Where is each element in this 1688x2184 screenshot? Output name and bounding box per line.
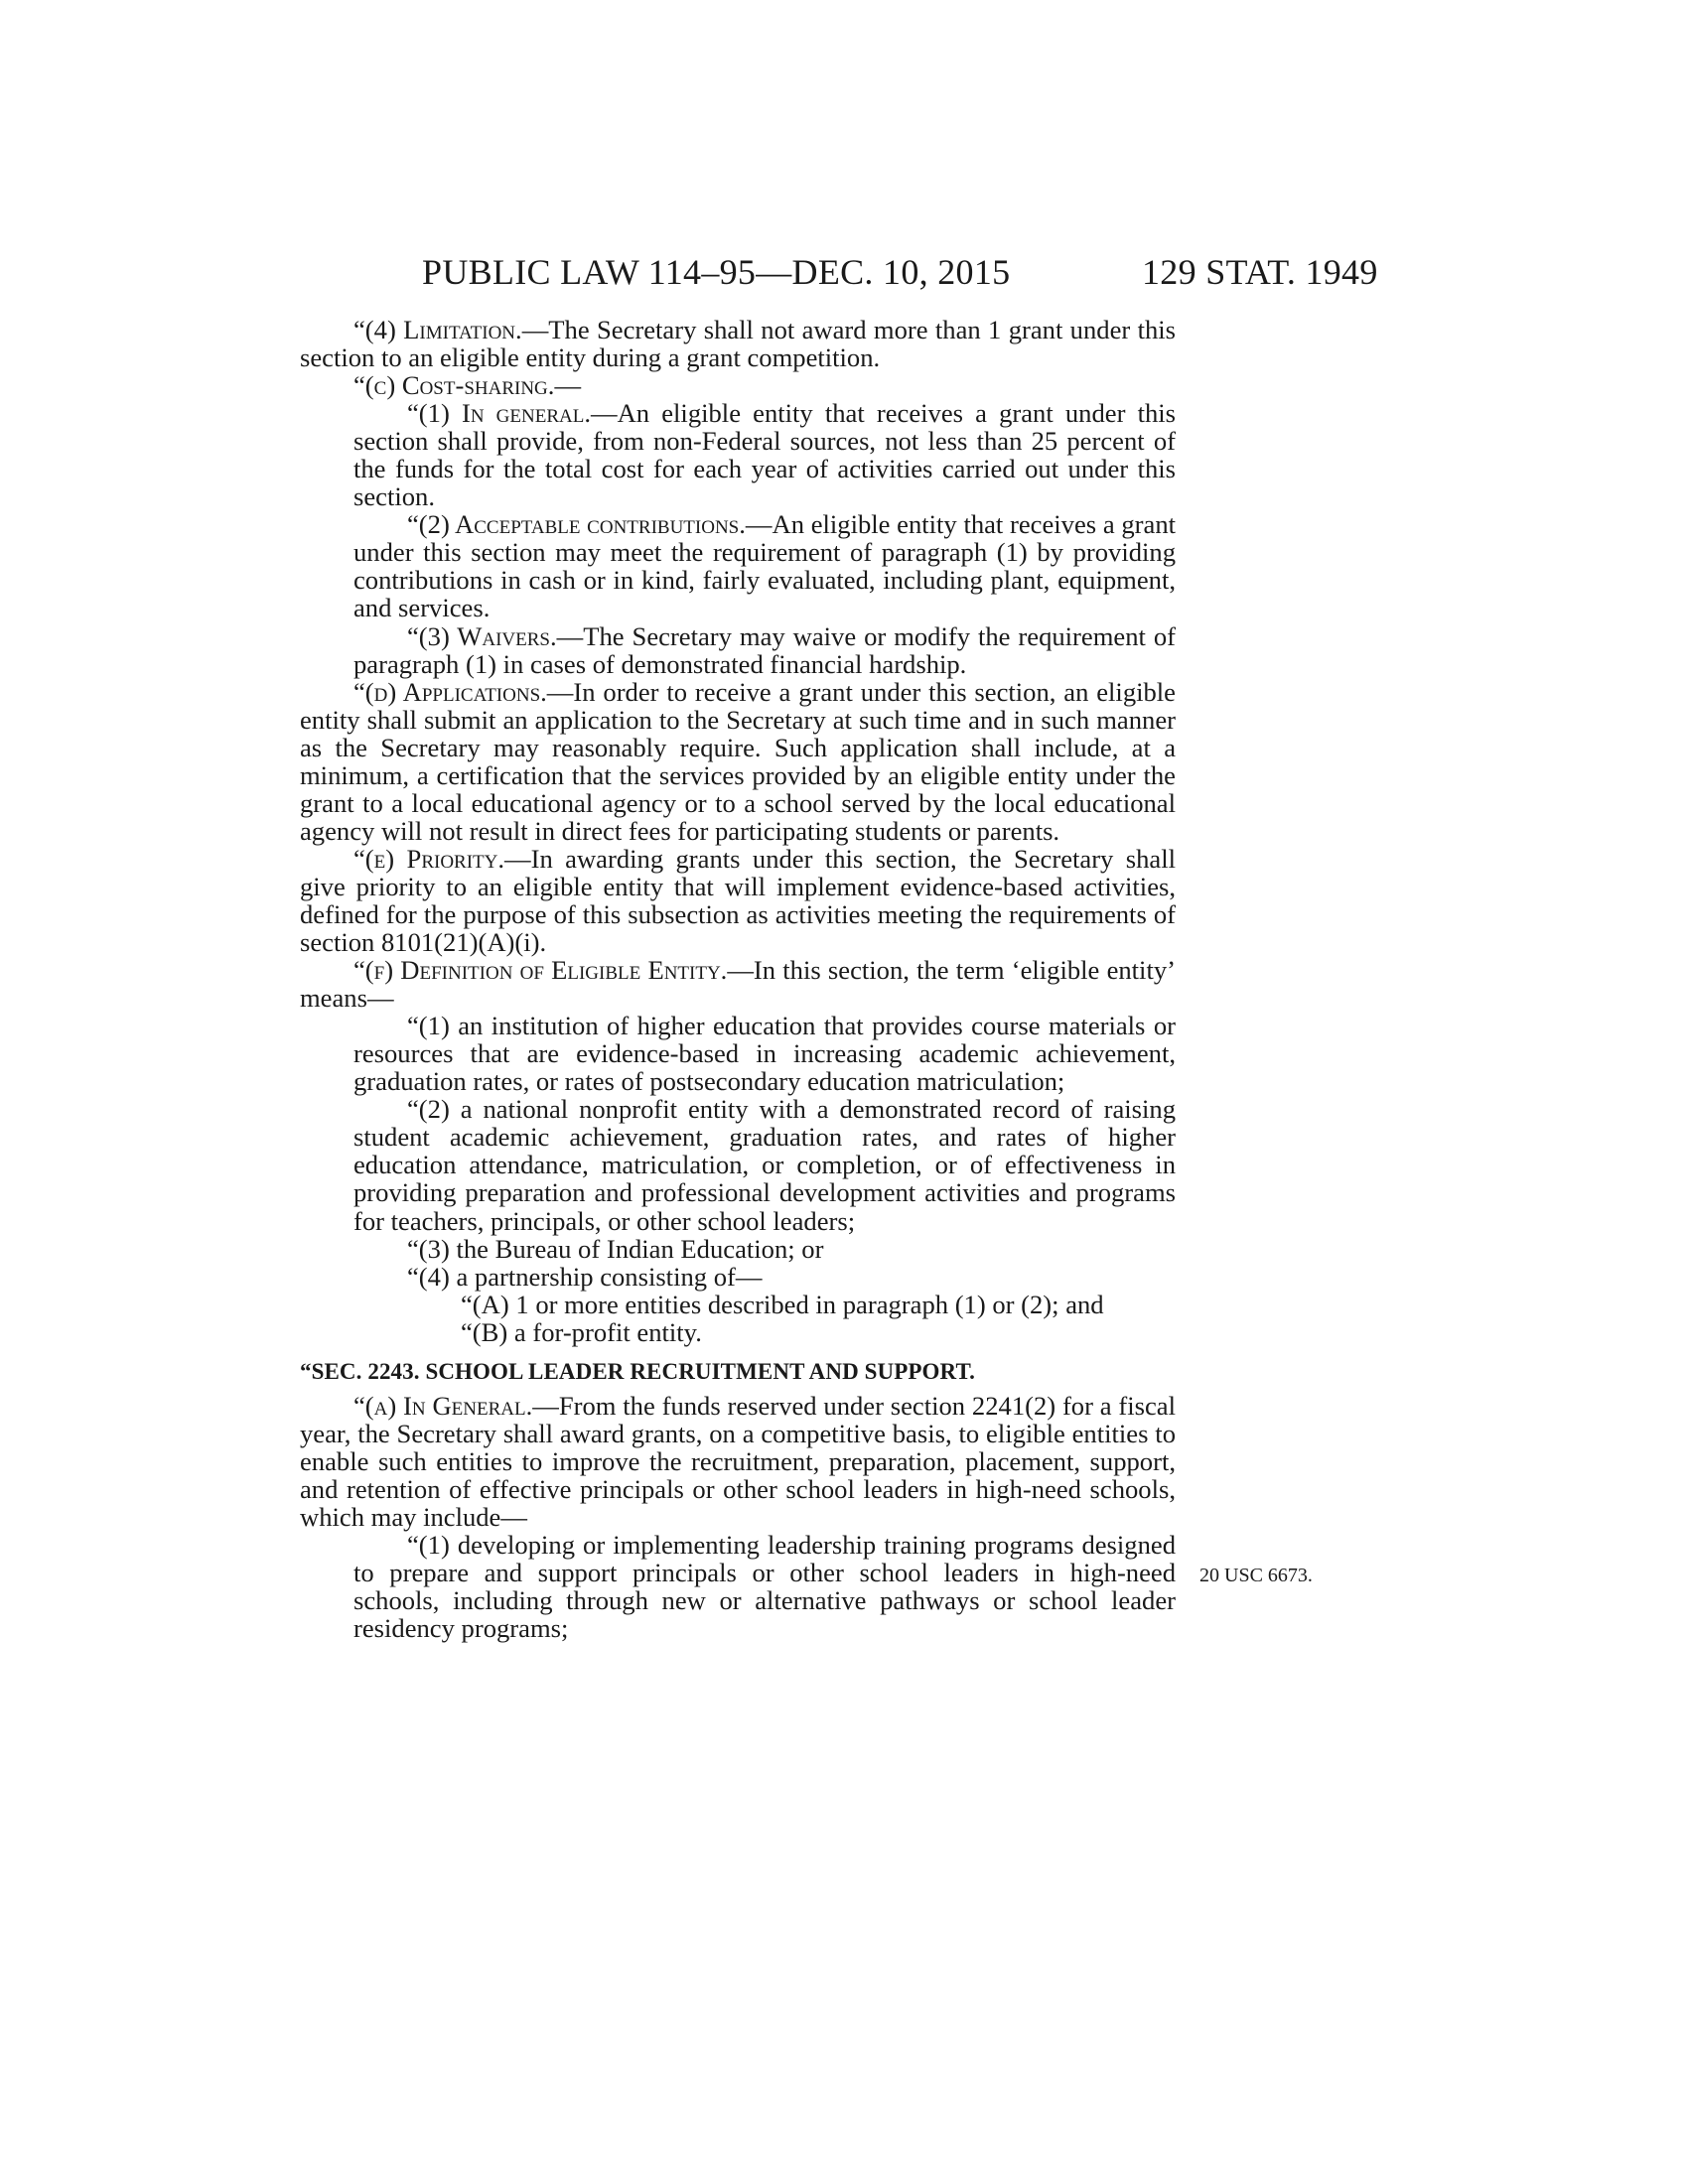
paragraph-cost-sharing	[300, 371, 1176, 399]
paragraph-waivers	[300, 622, 1176, 678]
paragraph-text: —The Secretary shall not award more than 1 grant under this section to an eligible entity during a grant competition.	[300, 315, 1177, 373]
paragraph-text: —An eligible entity that receives a grant under this section may meet the requirement of paragraph (1) by providing contributions in cash or in kind, fairly evaluated, including plant, equipment, and services.	[353, 509, 1176, 623]
paragraph-heading: “(2) Acceptable contributions.	[407, 509, 746, 540]
paragraph-heading: “(1) In general.	[407, 398, 591, 429]
paragraph-text: —An eligible entity that receives a grant under this section shall provide, from non-Federal sources, not less than 25 percent of the funds for the total cost for each year of activities carried out under this section.	[353, 398, 1176, 512]
paragraph-definition-4: “(4) a partnership consisting of—	[407, 1261, 763, 1292]
paragraph-definition-4a: “(A) 1 or more entities described in paragraph (1) or (2); and	[461, 1289, 1104, 1319]
body-text	[300, 316, 1176, 1642]
paragraph-text: —From the funds reserved under section 2241(2) for a fiscal year, the Secretary shall award grants, on a competitive basis, to eligible entities to enable such entities to improve the recruitment, preparation, placement, support, and retention of effective principals or other school leaders in high-need schools, which may include—	[300, 1390, 1176, 1532]
page-header-stat: 129 STAT. 1949	[1142, 252, 1378, 292]
paragraph-definition-1: “(1) an institution of higher education that provides course materials or resources that are evidence-based in increasing academic achievement, graduation rates, or rates of postsecondary education matriculation;	[353, 1011, 1176, 1097]
paragraph-acceptable-contributions	[300, 510, 1176, 621]
paragraph-in-general	[300, 399, 1176, 510]
paragraph-text: —In awarding grants under this section, the Secretary shall give priority to an eligible entity that will implement evidence-based activities, defined for the purpose of this subsection as activities meeting the requirements of section 8101(21)(A)(i).	[300, 843, 1176, 958]
paragraph-definition	[300, 956, 1176, 1012]
paragraph-heading: “(4) Limitation.	[353, 315, 522, 344]
paragraph-heading: “(3) Waivers.	[407, 620, 557, 651]
paragraph-limitation	[300, 316, 1176, 371]
page-header-title: PUBLIC LAW 114–95—DEC. 10, 2015	[422, 252, 1011, 292]
paragraph-heading: “(f) Definition of Eligible Entity.	[353, 955, 728, 986]
paragraph-sec2243-general	[300, 1392, 1176, 1531]
paragraph-heading: “(d) Applications.	[353, 676, 547, 707]
paragraph-text: —The Secretary may waive or modify the requirement of paragraph (1) in cases of demonstrated financial hardship.	[353, 620, 1176, 679]
paragraph-definition-3: “(3) the Bureau of Indian Education; or	[407, 1233, 824, 1264]
paragraph-heading: “(e) Priority.	[353, 843, 505, 874]
paragraph-sec2243-1: “(1) developing or implementing leadership training programs designed to prepare and support principals or other school leaders in high-need schools, including through new or alternative pathways or school leader residency programs;	[353, 1529, 1176, 1644]
paragraph-definition-4b: “(B) a for-profit entity.	[461, 1316, 702, 1347]
paragraph-definition-2: “(2) a national nonprofit entity with a demonstrated record of raising student academic achievement, graduation rates, and rates of higher education attendance, matriculation, or completion, or of effectiveness in providing preparation and professional development activities and programs for teachers, principals, or other school leaders;	[353, 1094, 1176, 1236]
section-heading: “SEC. 2243. SCHOOL LEADER RECRUITMENT AND SUPPORT.	[300, 1358, 976, 1384]
margin-note-usc: 20 USC 6673.	[1199, 1565, 1313, 1586]
paragraph-applications	[300, 678, 1176, 845]
paragraph-heading: “(c) Cost-sharing.	[353, 370, 555, 401]
paragraph-text: —In order to receive a grant under this section, an eligible entity shall submit an application to the Secretary at such time and in such manner as the Secretary may reasonably require. Such application shall include, at a minimum, a certification that the services provided by an eligible entity under the grant to a local educational agency or to a school served by the local educational agency will not result in direct fees for participating students or parents.	[300, 676, 1176, 846]
paragraph-text: —In this section, the term ‘eligible entity’ means—	[300, 955, 1176, 1014]
paragraph-heading: “(a) In General.	[353, 1390, 533, 1421]
paragraph-text: —	[554, 370, 582, 401]
paragraph-priority	[300, 845, 1176, 956]
